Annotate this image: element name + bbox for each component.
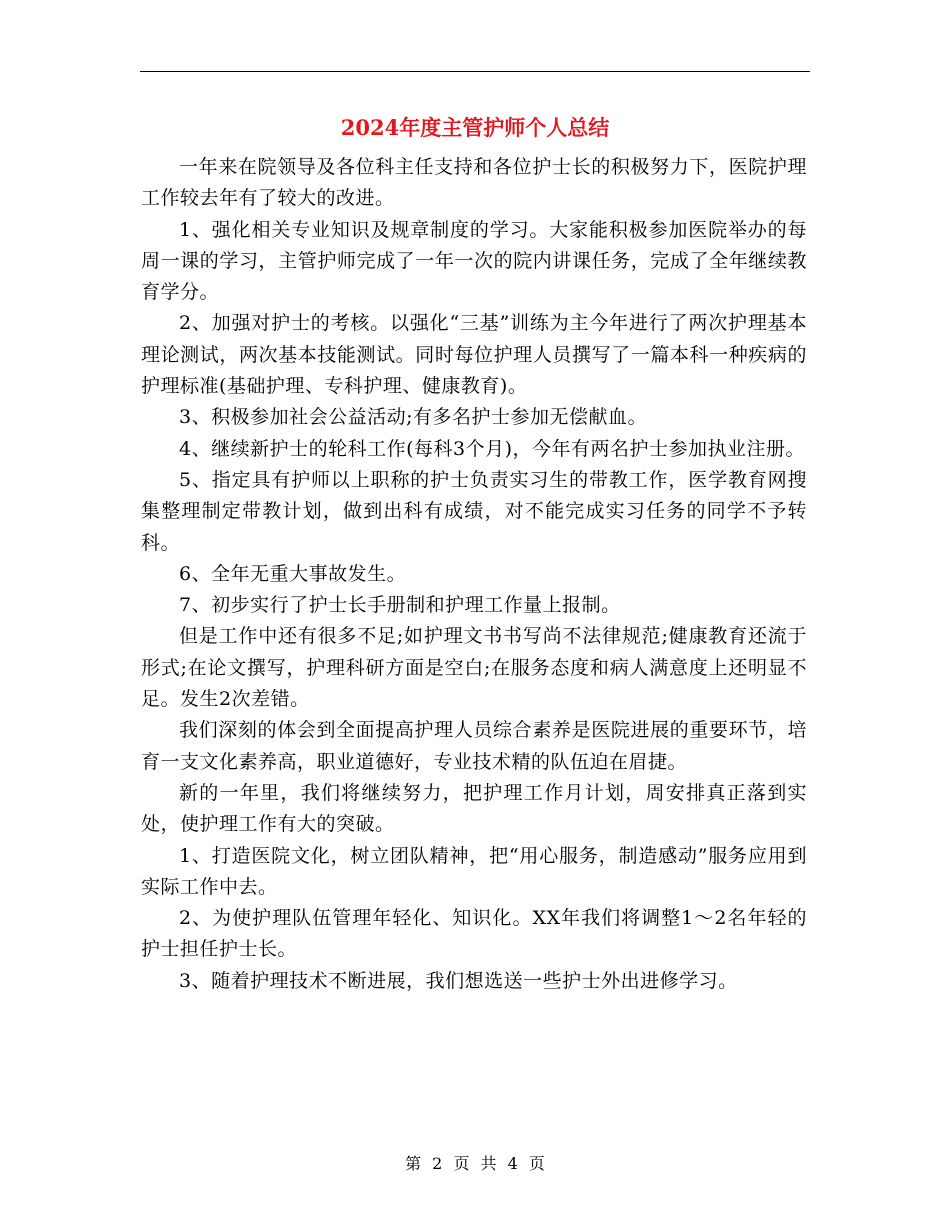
document-body [141, 152, 807, 997]
paragraph-plan-1: 1、打造医院文化，树立团队精神，把“用心服务，制造感动”服务应用到实际工作中去。 [141, 844, 807, 898]
header-rule [140, 71, 810, 72]
paragraph-shortcomings: 但是工作中还有很多不足;如护理文书书写尚不法律规范;健康教育还流于形式;在论文撰写，护理科研方面是空白;在服务态度和病人满意度上还明显不足。发生2次差错。 [141, 625, 807, 711]
paragraph-item-4: 4、继续新护士的轮科工作(每科3个月)，今年有两名护士参加执业注册。 [179, 437, 806, 460]
document-title: 2024年度主管护师个人总结 [340, 115, 610, 140]
paragraph-plan-2: 2、为使护理队伍管理年轻化、知识化。XX年我们将调整1～2名年轻的护士担任护士长。 [141, 907, 807, 961]
paragraph-item-2: 2、加强对护士的考核。以强化“三基”训练为主今年进行了两次护理基本理论测试，两次基本技能测试。同时每位护理人员撰写了一篇本科一种疾病的护理标准(基础护理、专科护理、健康教育)。 [141, 312, 807, 398]
paragraph-item-7: 7、初步实行了护士长手册制和护理工作量上报制。 [179, 594, 621, 617]
paragraph-new-year-plan: 新的一年里，我们将继续努力，把护理工作月计划，周安排真正落到实处，使护理工作有大的突破。 [141, 781, 807, 836]
page-number: 第 2 页 共 4 页 [405, 1154, 545, 1173]
paragraph-item-3: 3、积极参加社会公益活动;有多名护士参加无偿献血。 [179, 406, 647, 429]
paragraph-item-5: 5、指定具有护师以上职称的护士负责实习生的带教工作，医学教育网搜集整理制定带教计划，做到出科有成绩，对不能完成实习任务的同学不予转科。 [141, 468, 807, 554]
paragraph-item-1: 1、强化相关专业知识及规章制度的学习。大家能积极参加医院举办的每周一课的学习，主管护师完成了一年一次的院内讲课任务，完成了全年继续教育学分。 [141, 218, 807, 304]
paragraph-reflection: 我们深刻的体会到全面提高护理人员综合素养是医院进展的重要环节，培育一支文化素养高，职业道德好，专业技术精的队伍迫在眉捷。 [141, 719, 807, 773]
paragraph-item-6: 6、全年无重大事故发生。 [179, 562, 407, 585]
paragraph-intro: 一年来在院领导及各位科主任支持和各位护士长的积极努力下，医院护理工作较去年有了较大的改进。 [141, 156, 807, 210]
paragraph-plan-3: 3、随着护理技术不断进展，我们想选送一些护士外出进修学习。 [179, 969, 738, 992]
